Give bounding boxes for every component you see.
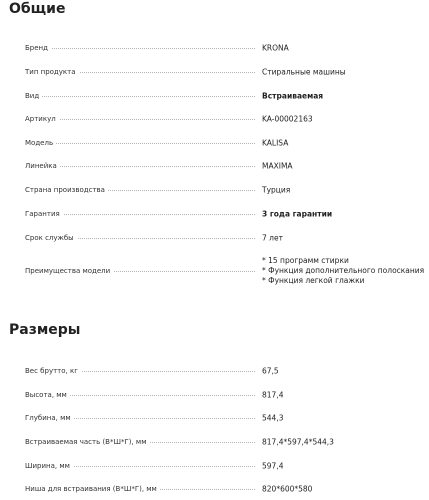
spec-value: 817,4*597,4*544,3	[262, 437, 334, 447]
spec-value: 544,3	[262, 413, 284, 423]
spec-row-model	[25, 136, 429, 150]
spec-label: Глубина, мм	[25, 414, 74, 422]
spec-label: Гарантия	[25, 210, 63, 218]
spec-value: Стиральные машины	[262, 67, 346, 77]
spec-label: Артикул	[25, 115, 59, 123]
list-item: * Функция легкой глажки	[262, 276, 365, 285]
spec-row-advantages	[25, 253, 429, 289]
spec-row-depth	[25, 411, 429, 425]
spec-label: Срок службы	[25, 234, 77, 242]
spec-row-line	[25, 159, 429, 173]
spec-label: Тип продукта	[25, 68, 79, 76]
spec-label: Ниша для встраивания (В*Ш*Г), мм	[25, 485, 160, 493]
spec-value: KA-00002163	[262, 114, 313, 124]
spec-label: Модель	[25, 139, 56, 147]
section-title-general: Общие	[9, 1, 66, 17]
spec-value: 817,4	[262, 390, 284, 400]
advantages-list	[262, 256, 424, 286]
spec-label: Встраиваемая часть (В*Ш*Г), мм	[25, 438, 149, 446]
spec-row-brand	[25, 41, 429, 55]
spec-value: 7 лет	[262, 233, 283, 243]
spec-label: Высота, мм	[25, 391, 70, 399]
spec-value: KALISA	[262, 138, 289, 148]
spec-row-country	[25, 183, 429, 197]
dotted-leader	[25, 96, 255, 97]
spec-row-kind	[25, 89, 429, 103]
spec-label: Вес брутто, кг	[25, 367, 81, 375]
dotted-leader	[25, 119, 255, 120]
spec-value: Встраиваемая	[262, 91, 324, 101]
spec-value: 597,4	[262, 461, 284, 471]
spec-label: Линейка	[25, 162, 60, 170]
spec-value: KRONA	[262, 43, 289, 53]
spec-label: Вид	[25, 92, 42, 100]
spec-value: 3 года гарантии	[262, 209, 333, 219]
spec-label: Преимущества модели	[25, 267, 113, 275]
spec-value: Турция	[262, 185, 291, 195]
list-item: * 15 программ стирки	[262, 256, 349, 265]
dotted-leader	[25, 143, 255, 144]
spec-row-service-life	[25, 231, 429, 245]
spec-row-sku	[25, 112, 429, 126]
spec-row-gross-weight	[25, 364, 429, 378]
list-item: * Функция дополнительного полоскания	[262, 266, 425, 275]
dotted-leader	[25, 48, 255, 49]
spec-row-product-type	[25, 65, 429, 79]
spec-row-built-in-part	[25, 435, 429, 449]
spec-label: Бренд	[25, 44, 51, 52]
spec-label: Ширина, мм	[25, 462, 73, 470]
spec-row-warranty	[25, 207, 429, 221]
spec-value: 820*600*580	[262, 484, 313, 494]
spec-value: MAXIMA	[262, 161, 293, 171]
spec-row-niche	[25, 482, 429, 496]
spec-row-width	[25, 459, 429, 473]
spec-value: 67,5	[262, 366, 279, 376]
section-title-dimensions: Размеры	[9, 322, 81, 338]
spec-row-height	[25, 388, 429, 402]
spec-label: Страна производства	[25, 186, 108, 194]
